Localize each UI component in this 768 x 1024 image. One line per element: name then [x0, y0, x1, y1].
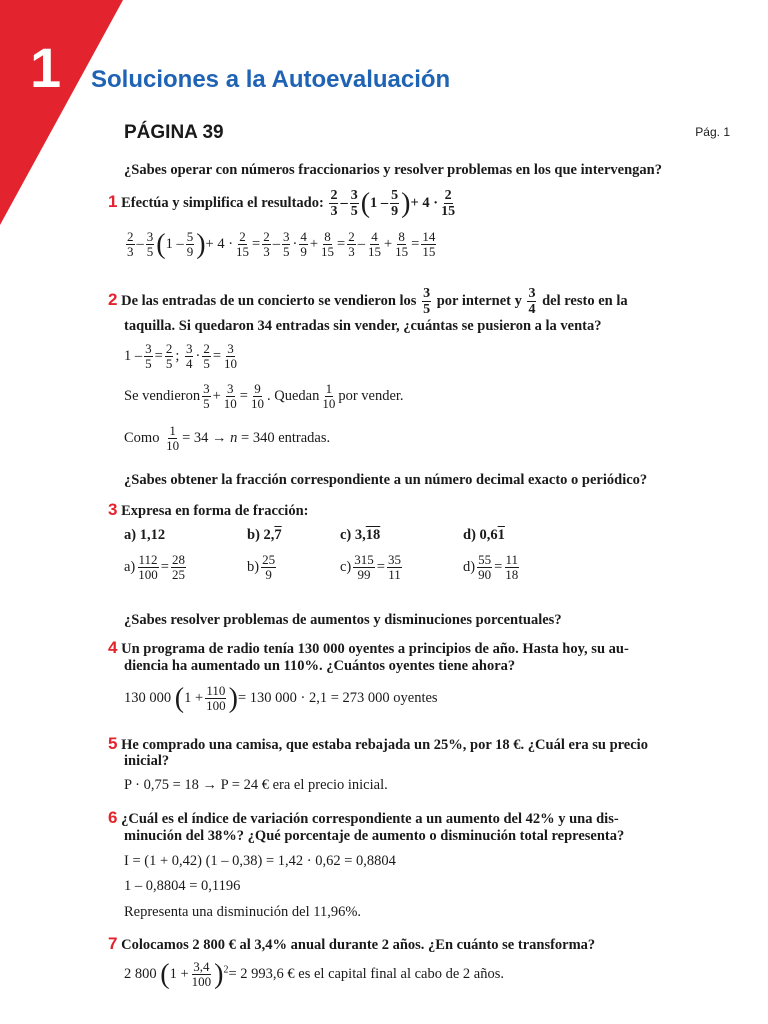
item-period: 7 [274, 527, 282, 543]
problem-3-item-b [247, 527, 282, 544]
solution-text: = 34 → [182, 430, 231, 447]
chapter-number: 1 [30, 36, 62, 99]
solution-text: 130 000 [124, 690, 172, 707]
solution-text: Como [124, 430, 160, 447]
problem-text: Un programa de radio tenía 130 000 oyentes a principios de año. Hasta hoy, su au- [121, 641, 629, 657]
page-title: Soluciones a la Autoevaluación [91, 66, 451, 93]
problem-1: 1 Efectúa y simplifica el resultado: $\frac{2}{3}$ – $\frac{3}{5}$ (1 – $\frac{5}{9}$ )+ 4 · $\frac{2}{15}$ [108, 187, 456, 220]
problem-text: Expresa en forma de fracción: [121, 503, 309, 519]
problem-number: 7 [108, 934, 118, 953]
problem-2-line2: taquilla. Si quedaron 34 entradas sin vender, ¿cuántas se pusieron a la venta? [124, 318, 602, 334]
problem-6-line2: minución del 38%? ¿Qué porcentaje de aumento o disminución total representa? [124, 828, 625, 844]
problem-text: por internet y [436, 293, 522, 310]
problem-number: 3 [108, 500, 118, 519]
solution-3b: b) $\frac{25}{9}$ [247, 552, 276, 583]
problem-2: 2 De las entradas de un concierto se vendieron los $\frac{3}{5}$ por internet y $\frac{3}{4}$ del resto en la [108, 286, 628, 318]
item-text: d) 0,6 [463, 527, 498, 543]
problem-5-line2: inicial? [124, 753, 170, 769]
solution-1: $\frac{2}{3}$ – $\frac{3}{5}$ (1 – $\frac{5}{9}$ )+ 4 · $\frac{2}{15}$ = $\frac{2}{3}$ – $\frac{3}{5}$ · $\frac{4}{9}$ + $\frac{8}{15}$ = $\frac{2}{3}$ – $\frac{4}{15}$ + $\frac{8}{15}$ = $\frac{14}{15}$ [127, 228, 436, 260]
problem-number: 5 [108, 734, 118, 753]
solution-7: 2 800 (1 + $\frac{3,4}{100}$ )$^2$= 2 993,6 € es el capital final al cabo de 2 años. [124, 958, 505, 990]
solution-6-line3: Representa una disminución del 11,96%. [124, 904, 362, 920]
problem-text: Colocamos 2 800 € al 3,4% anual durante 2 años. ¿En cuánto se transforma? [121, 937, 596, 953]
item-text: b) 2, [247, 527, 275, 543]
problem-4 [108, 638, 629, 658]
problem-5 [108, 734, 648, 754]
solution-2-line1: 1 – $\frac{3}{5}$ = $\frac{2}{5}$ ; $\frac{3}{4}$ · $\frac{2}{5}$ = $\frac{3}{10}$ [124, 341, 237, 372]
solution-text: por vender. [338, 388, 404, 405]
problem-text: del resto en la [542, 293, 628, 310]
item-period: 1 [497, 527, 505, 543]
solution-6-line2: 1 – 0,8804 = 0,1196 [124, 878, 241, 894]
problem-3-item-c [340, 527, 380, 544]
solution-text: Se vendieron [124, 388, 201, 405]
problem-text: ¿Cuál es el índice de variación correspondiente a un aumento del 42% y una dis- [121, 811, 619, 827]
solution-6-line1: I = (1 + 0,42) (1 – 0,38) = 1,42 · 0,62 = 0,8804 [124, 853, 396, 869]
problem-7 [108, 934, 595, 954]
problem-text: De las entradas de un concierto se vendieron los [121, 293, 417, 310]
section-question-1: ¿Sabes operar con números fraccionarios y resolver problemas en los que intervengan? [124, 162, 662, 178]
solution-text: = 130 000 · 2,1 = 273 000 oyentes [237, 690, 438, 707]
solution-text: n [230, 430, 238, 447]
problem-3-item-d [463, 527, 505, 544]
problem-6 [108, 808, 619, 828]
item-text: c) 3, [340, 527, 366, 543]
problem-4-line2: diencia ha aumentado un 110%. ¿Cuántos oyentes tiene ahora? [124, 658, 516, 674]
solution-text: = 2 993,6 € es el capital final al cabo de 2 años. [228, 966, 505, 983]
problem-3 [108, 500, 308, 520]
solution-text: = 340 entradas. [237, 430, 331, 447]
problem-number: 4 [108, 638, 118, 657]
solution-3d: d) $\frac{55}{90}$ = $\frac{11}{18}$ [463, 552, 519, 583]
solution-text: . Quedan [266, 388, 320, 405]
page-heading: PÁGINA 39 [124, 122, 224, 143]
solution-3c: c) $\frac{315}{99}$ = $\frac{35}{11}$ [340, 552, 401, 583]
problem-number: 1 [108, 192, 118, 212]
problem-3-item-a: a) 1,12 [124, 527, 166, 543]
solution-4: 130 000 (1 + $\frac{110}{100}$ )= 130 000 · 2,1 = 273 000 oyentes [124, 682, 438, 714]
solution-text: 2 800 [124, 966, 157, 983]
problem-text: Efectúa y simplifica el resultado: [121, 195, 324, 212]
solution-3a: a) $\frac{112}{100}$ = $\frac{28}{25}$ [124, 552, 185, 583]
item-period: 18 [365, 527, 381, 543]
section-question-2: ¿Sabes obtener la fracción correspondiente a un número decimal exacto o periódico? [124, 472, 648, 488]
solution-2-line2: Se vendieron $\frac{3}{5}$ + $\frac{3}{10}$ = $\frac{9}{10}$ . Quedan $\frac{1}{10}$ por vender. [124, 381, 404, 412]
problem-text: He comprado una camisa, que estaba rebajada un 25%, por 18 €. ¿Cuál era su precio [121, 737, 648, 753]
problem-number: 6 [108, 808, 118, 827]
problem-number: 2 [108, 290, 118, 310]
section-question-3: ¿Sabes resolver problemas de aumentos y disminuciones porcentuales? [124, 612, 562, 628]
solution-5: P · 0,75 = 18 → P = 24 € era el precio inicial. [124, 777, 388, 793]
solution-2-line3: Como $\frac{1}{10}$ = 34 → n = 340 entradas. [124, 423, 331, 454]
page-number: Pág. 1 [695, 125, 730, 139]
